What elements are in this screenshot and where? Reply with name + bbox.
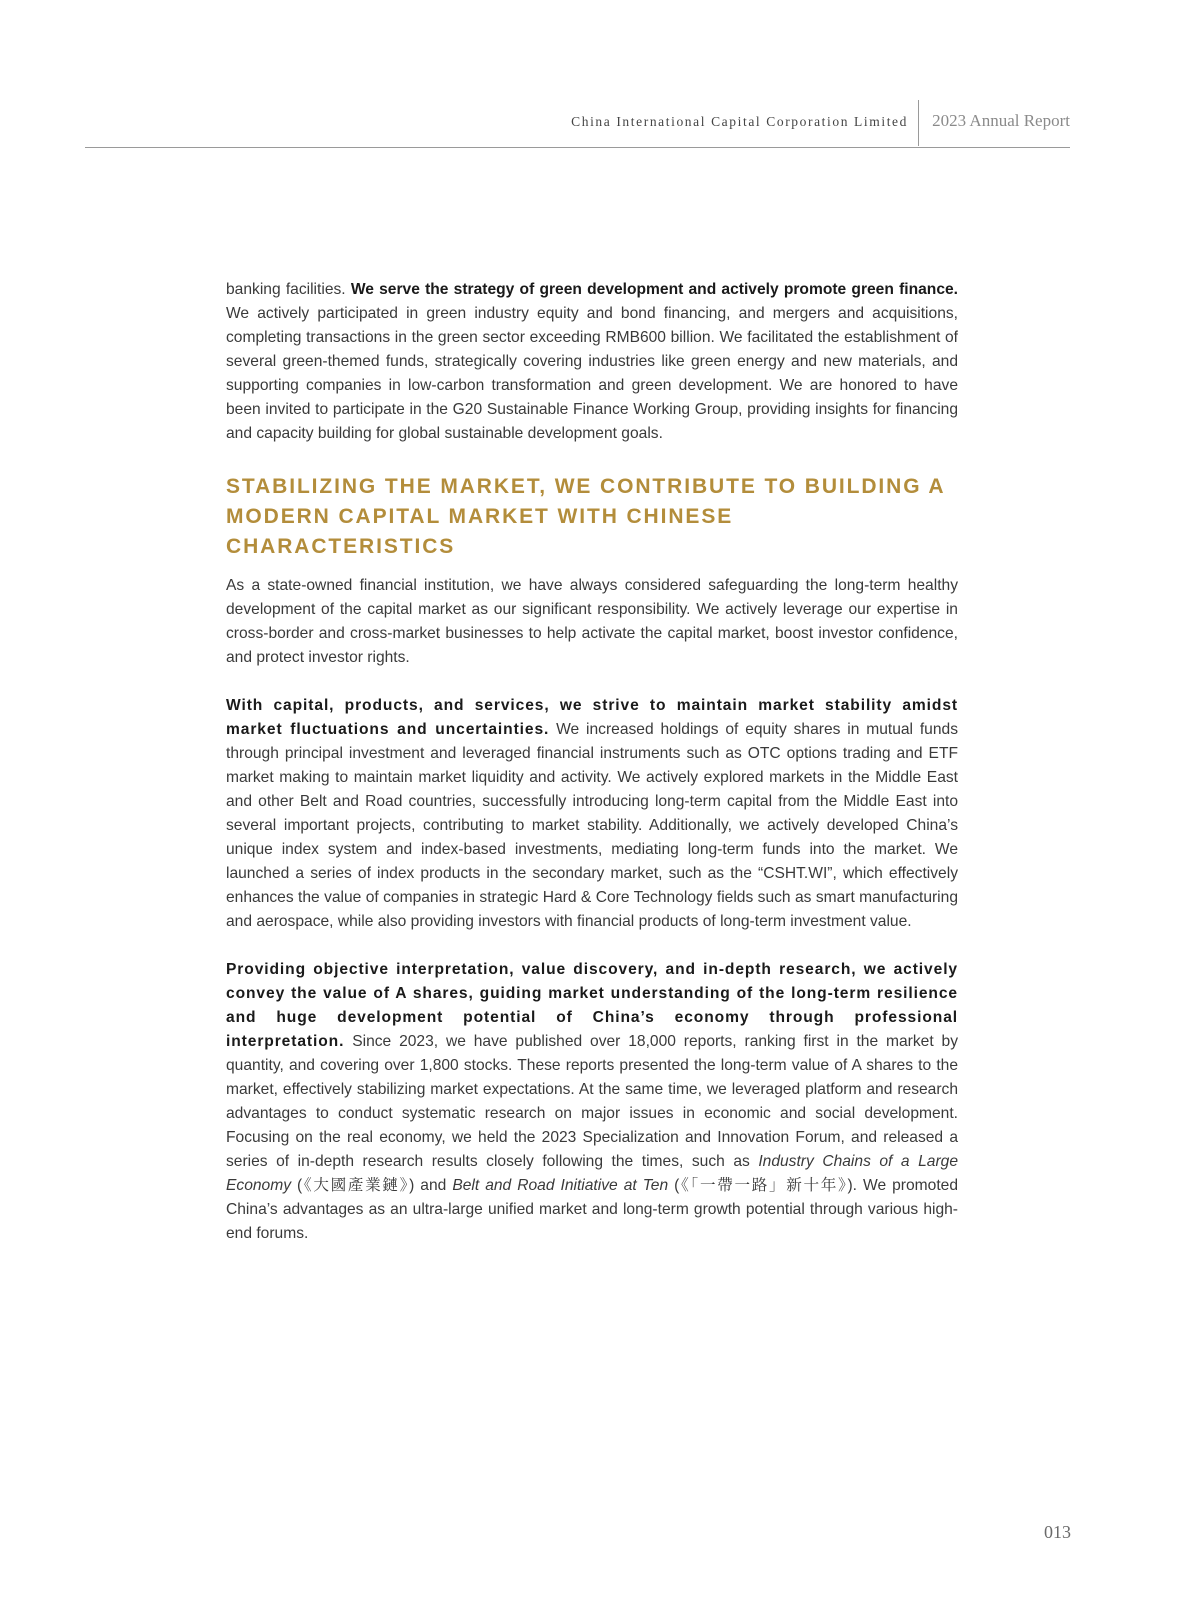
paragraph-bold-lead: With capital, products, and services, we strive to maintain market stability amidst market fluctuations and uncertainties.	[226, 697, 958, 738]
book-title-industry-chains: Industry Chains of a Large Economy	[226, 1153, 958, 1194]
header-company-name: China International Capital Corporation Limited	[571, 114, 908, 129]
section-heading	[226, 472, 958, 562]
paragraph-text: We actively participated in green industry equity and bond financing, and mergers and acquisitions, completing transactions in the green sector exceeding RMB600 billion. We facilitated the establishment of several green-themed funds, strategically covering industries like green energy and new materials, and supporting companies in low-carbon transformation and green development. We are honored to have been invited to participate in the G20 Sustainable Finance Working Group, providing insights for financing and capacity building for global sustainable development goals.	[226, 305, 958, 442]
paragraph-research	[226, 958, 958, 1246]
page-header	[85, 100, 1070, 148]
section-heading-line-2: MODERN CAPITAL MARKET WITH CHINESE CHARACTERISTICS	[226, 505, 734, 558]
paragraph-text: banking facilities.	[226, 281, 351, 298]
paragraph-text: We increased holdings of equity shares in mutual funds through principal investment and leveraged financial instruments such as OTC options trading and ETF market making to maintain market liquidity and activity. We actively explored markets in the Middle East and other Belt and Road countries, successfully introducing long-term capital from the Middle East into several important projects, contributing to market stability. Additionally, we actively developed China’s unique index system and index-based investments, mediating long-term funds into the market. We launched a series of index products in the secondary market, such as the “CSHT.WI”, which effectively enhances the value of companies in strategic Hard & Core Technology fields such as smart manufacturing and aerospace, while also providing investors with financial products of long-term investment value.	[226, 721, 958, 930]
paragraph-state-owned: As a state-owned financial institution, we have always considered safeguarding the long-term healthy development of the capital market as our significant responsibility. We actively leverage our expertise in cross-border and cross-market businesses to help activate the capital market, boost investor confidence, and protect investor rights.	[226, 577, 958, 666]
header-divider	[918, 100, 919, 146]
main-content	[226, 278, 958, 1246]
section-heading-line-1: STABILIZING THE MARKET, WE CONTRIBUTE TO BUILDING A	[226, 475, 946, 498]
paragraph-text: (《「一帶一路」新十年》). We promoted China’s advantages as an ultra-large unified market and long-term growth potential through various high-end forums.	[226, 1177, 958, 1242]
book-title-belt-and-road: Belt and Road Initiative at Ten	[452, 1177, 669, 1194]
header-report-title: 2023 Annual Report	[932, 111, 1070, 130]
paragraph-market-stability	[226, 694, 958, 934]
paragraph-bold-lead: Providing objective interpretation, value discovery, and in-depth research, we actively convey the value of A shares, guiding market understanding of the long-term resilience and huge development potential of China’s economy through professional interpretation.	[226, 961, 958, 1050]
paragraph-text: (《大國產業鏈》) and	[291, 1177, 453, 1194]
paragraph-text: Since 2023, we have published over 18,000 reports, ranking first in the market by quantity, and covering over 1,800 stocks. These reports presented the long-term value of A shares to the market, effectively stabilizing market expectations. At the same time, we leveraged platform and research advantages to conduct systematic research on major issues in economic and social development. Focusing on the real economy, we held the 2023 Specialization and Innovation Forum, and released a series of in-depth research results closely following the times, such as	[226, 1033, 958, 1170]
paragraph-green-finance	[226, 278, 958, 446]
page-number: 013	[1044, 1522, 1071, 1542]
paragraph-bold-lead: We serve the strategy of green development and actively promote green finance.	[350, 281, 959, 298]
